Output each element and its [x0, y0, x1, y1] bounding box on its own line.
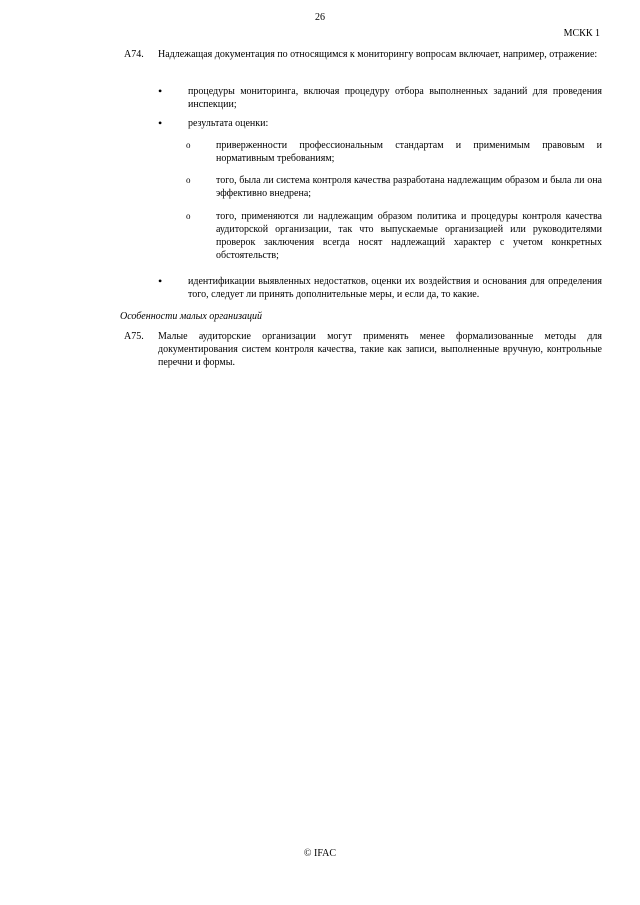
bullet-marker: • [158, 274, 163, 288]
paragraph-a74 [124, 48, 602, 61]
bullet-item [158, 117, 602, 130]
paragraph-a75 [124, 330, 602, 369]
bullet-text: процедуры мониторинга, включая процедуру отбора выполненных заданий для проведения инспекции; [188, 86, 602, 110]
bullet-marker: • [158, 116, 163, 130]
sub-bullet-text: приверженности профессиональным стандартам и применимым правовым и нормативным требованиям; [216, 140, 602, 164]
bullet-text: результата оценки: [188, 118, 269, 129]
bullet-item [158, 85, 602, 111]
sub-bullet-item [186, 174, 602, 200]
sub-bullet-text: того, была ли система контроля качества разработана надлежащим образом и была ли она эффективно внедрена; [216, 175, 602, 199]
bullet-marker: • [158, 84, 163, 98]
sub-bullet-text: того, применяются ли надлежащим образом политика и процедуры контроля качества аудиторской организации, так что выпускаемые организацией или руководителями проверок заключения всегда носят надлежащий характер с учетом конкретных обстоятельств; [216, 211, 602, 261]
paragraph-number: A74. [124, 49, 144, 60]
standard-code: МСКК 1 [563, 28, 600, 39]
bullet-text: идентификации выявленных недостатков, оценки их воздействия и основания для определения того, следует ли принять дополнительные меры, и если да, то какие. [188, 276, 602, 300]
sub-bullet-item [186, 210, 602, 262]
sub-bullet-marker: o [186, 175, 191, 185]
paragraph-text: Надлежащая документация по относящимся к мониторингу вопросам включает, например, отражение: [158, 49, 598, 60]
sub-bullet-item [186, 139, 602, 165]
paragraph-number: A75. [124, 331, 144, 342]
sub-bullet-marker: o [186, 140, 191, 150]
paragraph-text: Малые аудиторские организации могут применять менее формализованные методы для документирования систем контроля качества, такие как записи, выполненные вручную, контрольные перечни и формы. [158, 331, 602, 368]
section-heading: Особенности малых организаций [120, 311, 263, 322]
footer-copyright: © IFAC [303, 848, 337, 859]
page-number: 26 [315, 12, 325, 23]
sub-bullet-marker: o [186, 211, 191, 221]
bullet-item [158, 275, 602, 301]
